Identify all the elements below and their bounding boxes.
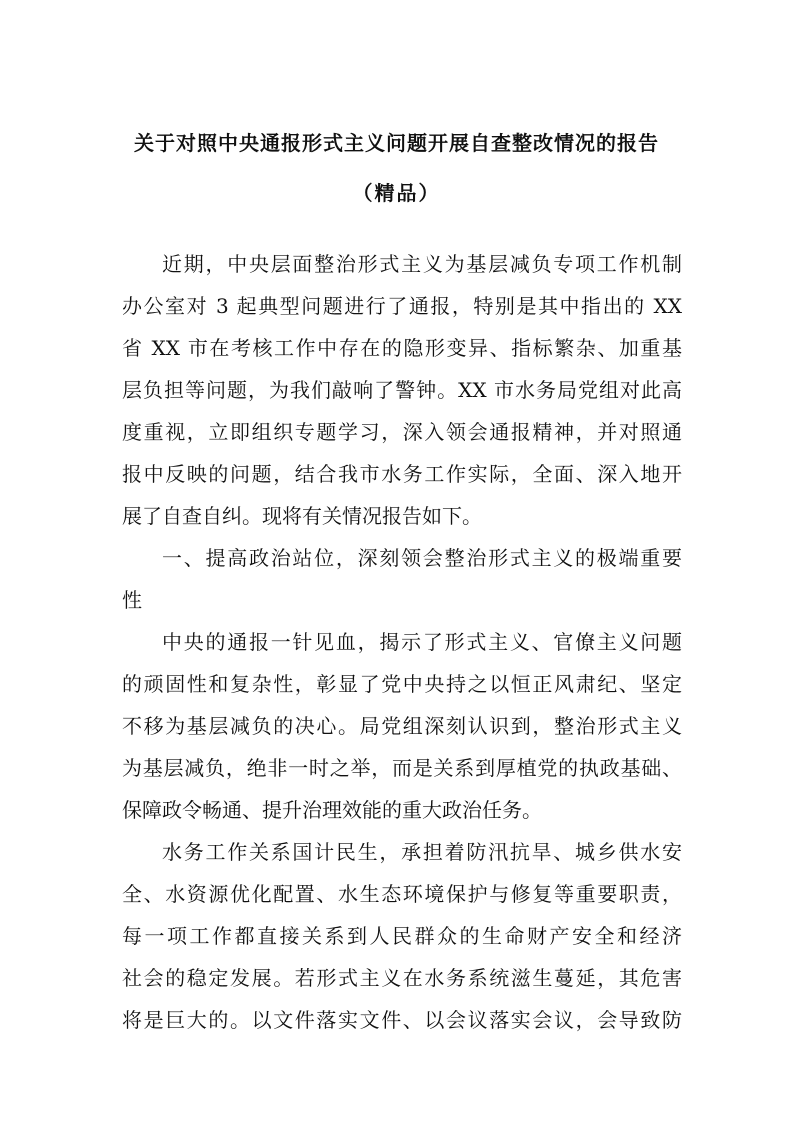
section-heading-line: 一、提高政治站位，深刻领会整治形式主义的极端重要 bbox=[162, 546, 682, 570]
paragraph-line: 近期，中央层面整治形式主义为基层减负专项工作机制 bbox=[162, 252, 682, 276]
paragraph-line: 展了自查自纠。现将有关情况报告如下。 bbox=[122, 504, 482, 528]
paragraph-line: 保障政令畅通、提升治理效能的重大政治任务。 bbox=[122, 798, 542, 822]
paragraph-line: 省 XX 市在考核工作中存在的隐形变异、指标繁杂、加重基 bbox=[122, 336, 682, 360]
paragraph-line: 将是巨大的。以文件落实文件、以会议落实会议，会导致防 bbox=[122, 1008, 682, 1032]
document-subtitle: （精品） bbox=[352, 181, 441, 205]
paragraph-line: 不移为基层减负的决心。局党组深刻认识到，整治形式主义 bbox=[122, 714, 682, 738]
paragraph-line: 每一项工作都直接关系到人民群众的生命财产安全和经济 bbox=[122, 924, 682, 948]
paragraph-line: 报中反映的问题，结合我市水务工作实际，全面、深入地开 bbox=[122, 462, 682, 486]
paragraph-line: 度重视，立即组织专题学习，深入领会通报精神，并对照通 bbox=[122, 420, 682, 444]
paragraph-line: 社会的稳定发展。若形式主义在水务系统滋生蔓延，其危害 bbox=[122, 966, 682, 990]
paragraph-line: 的顽固性和复杂性，彰显了党中央持之以恒正风肃纪、坚定 bbox=[122, 672, 682, 696]
section-heading-line: 性 bbox=[122, 588, 142, 612]
paragraph-line: 层负担等问题，为我们敲响了警钟。XX 市水务局党组对此高 bbox=[122, 378, 682, 402]
paragraph-line: 全、水资源优化配置、水生态环境保护与修复等重要职责， bbox=[122, 882, 682, 906]
document-title: 关于对照中央通报形式主义问题开展自查整改情况的报告 bbox=[134, 131, 659, 155]
paragraph-line: 水务工作关系国计民生，承担着防汛抗旱、城乡供水安 bbox=[162, 840, 682, 864]
paragraph-line: 为基层减负，绝非一时之举，而是关系到厚植党的执政基础、 bbox=[122, 756, 682, 780]
paragraph-line: 办公室对 3 起典型问题进行了通报，特别是其中指出的 XX bbox=[122, 294, 682, 318]
paragraph-line: 中央的通报一针见血，揭示了形式主义、官僚主义问题 bbox=[162, 630, 682, 654]
